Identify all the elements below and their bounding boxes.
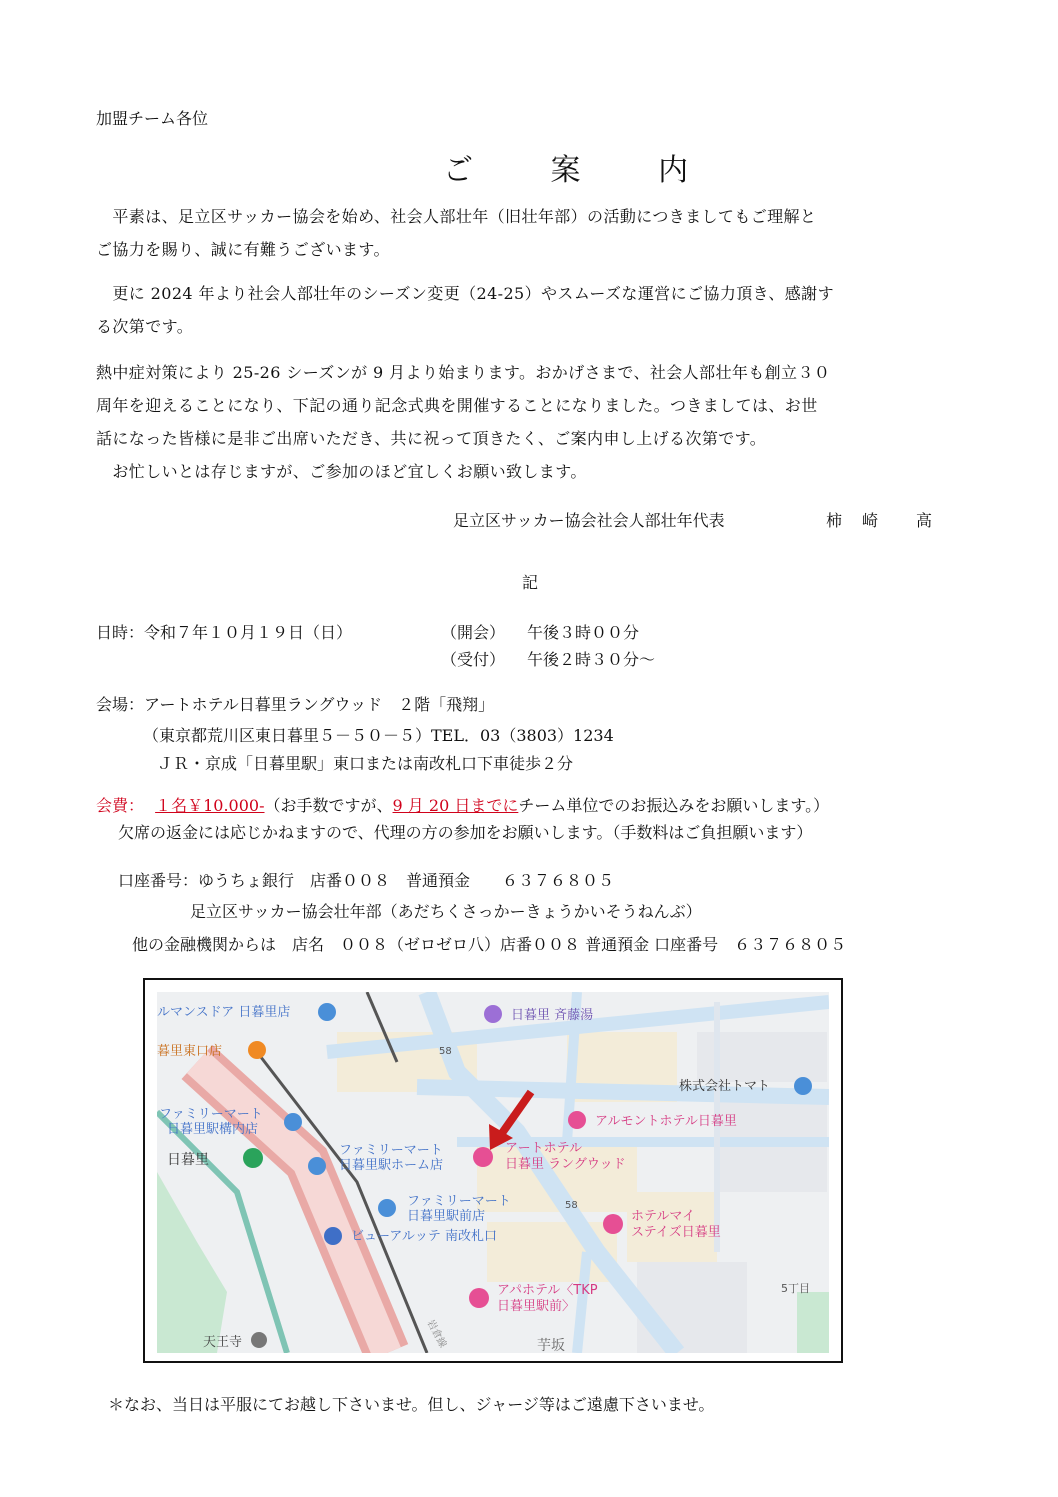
map-label-road: 岩倉線 [424, 1318, 449, 1350]
fee-note: （お手数ですが、 [264, 796, 393, 815]
account-holder: 足立区サッカー協会壮年部（あだちくさっかーきょうかいそうねんぶ） [190, 902, 702, 921]
signature-name: 柿 崎 高 [826, 511, 935, 530]
hotel-pin-icon [568, 1111, 586, 1129]
reception-label: （受付） [441, 650, 506, 669]
venue-address: （東京都荒川区東日暮里５－５０－５）TEL．03（3803）1234 [143, 726, 614, 745]
store-pin-icon [324, 1227, 342, 1245]
ki-heading: 記 [522, 573, 539, 592]
open-label: （開会） [441, 623, 506, 642]
office-pin-icon [794, 1077, 812, 1095]
fee-deadline: 9 月 20 日までに [392, 796, 519, 815]
map-label-tomato: 株式会社トマト [679, 1079, 771, 1094]
text-line: お忙しいとは存じますが、ご参加のほど宜しくお願い致します。 [96, 462, 587, 481]
hotel-pin-icon [603, 1214, 623, 1234]
hotel-pin-icon [469, 1288, 489, 1308]
map-label-hotelmy: ホテルマイ [631, 1209, 696, 1224]
fee-amount: １名￥10.000- [155, 796, 265, 815]
venue: 会場：アートホテル日暮里ラングウッド ２階「飛翔」 [96, 695, 495, 714]
map-label-famima2: 日暮里駅ホーム店 [339, 1158, 444, 1173]
map-label-saitoyu: 日暮里 斉藤湯 [511, 1008, 594, 1023]
fee-line [96, 793, 829, 816]
text-line: る次第です。 [96, 317, 194, 336]
fee-note: チーム単位でのお振込みをお願いします。） [518, 796, 830, 815]
text-line: 周年を迎えることになり、下記の通り記念式典を開催することになりました。つきましては、お世 [96, 396, 818, 415]
page-title: ご 案 内 [443, 153, 723, 188]
map-label-venue: 日暮里 ラングウッド [505, 1157, 626, 1172]
store-pin-icon [378, 1199, 396, 1217]
route-58-label: 58 [565, 1200, 578, 1211]
footer-note: ＊なお、当日は平服にてお越し下さいませ。但し、ジャージ等はご遠慮下さいませ。 [108, 1395, 715, 1414]
temple-icon [251, 1332, 267, 1348]
restaurant-pin-icon [248, 1041, 266, 1059]
venue-map [143, 978, 843, 1363]
addressee: 加盟チーム各位 [96, 109, 209, 128]
text-line: 更に 2024 年より社会人部壮年のシーズン変更（24-25）やスムーズな運営にご協力頂き、感謝す [96, 284, 834, 303]
map-label-almont: アルモントホテル日暮里 [595, 1114, 737, 1129]
map-label-station: 日暮里 [167, 1152, 209, 1168]
map-label-apa: アパホテル〈TKP [497, 1283, 598, 1298]
map-label-tennoji: 天王寺 [203, 1335, 243, 1350]
thanks-paragraph [96, 277, 962, 343]
text-line: 平素は、足立区サッカー協会を始め、社会人部壮年（旧壮年部）の活動につきましてもご理解と [96, 207, 817, 226]
reception-time: 午後２時３０分～ [527, 650, 656, 669]
city-block [637, 1262, 747, 1353]
map-label-saka: 芋坂 [537, 1338, 565, 1353]
park-area [797, 1292, 829, 1353]
store-pin-icon [308, 1157, 326, 1175]
other-banks: 他の金融機関からは 店名 ００８（ゼロゼロ八）店番００８ 普通預金 口座番号 ６３７６８０５ [132, 935, 847, 954]
signature-org: 足立区サッカー協会社会人部壮年代表 [453, 511, 725, 530]
store-pin-icon [318, 1003, 336, 1021]
bathhouse-pin-icon [484, 1005, 502, 1023]
map-label-famima2: ファミリーマート [339, 1143, 443, 1158]
station-icon [243, 1148, 263, 1168]
map-label-apa: 日暮里駅前〉 [497, 1299, 576, 1314]
event-datetime: 日時：令和７年１０月１９日（日） [96, 623, 353, 642]
store-pin-icon [284, 1113, 302, 1131]
map-label-famima1: ファミリーマート [159, 1107, 263, 1122]
refund-note: 欠席の返金には応じかねますので、代理の方の参加をお願いします。（手数料はご負担願います） [118, 823, 813, 842]
venue-access: ＪＲ・京成「日暮里駅」東口または南改札口下車徒歩２分 [157, 754, 574, 773]
map-label-famima3: 日暮里駅前店 [407, 1209, 486, 1224]
map-label-higashiguchi: 暮里東口店 [157, 1044, 223, 1059]
text-line: ご協力を賜り、誠に有難うございます。 [96, 240, 390, 259]
account-number: 口座番号：ゆうちょ銀行 店番００８ 普通預金 ６３７６８０５ [118, 871, 615, 890]
map-svg [157, 992, 829, 1353]
fee-label: 会費： [96, 796, 145, 815]
announcement-paragraph [96, 356, 962, 488]
open-time: 午後３時００分 [527, 623, 640, 642]
text-line: 話になった皆様に是非ご出席いただき、共に祝って頂きたく、ご案内申し上げる次第です。 [96, 429, 767, 448]
greeting-paragraph [96, 200, 962, 266]
map-label-chome: 5丁目 [781, 1282, 810, 1295]
map-label-newdays: ビューアルッテ 南改札口 [351, 1229, 497, 1244]
map-label-venue: アートホテル [505, 1141, 582, 1156]
map-label-famima3: ファミリーマート [407, 1194, 511, 1209]
route-58-label: 58 [439, 1046, 452, 1057]
text-line: 熱中症対策により 25-26 シーズンが 9 月より始まります。おかげさまで、社会人部壮年も創立３０ [96, 363, 831, 382]
map-label-famima1: 日暮里駅構内店 [167, 1122, 259, 1137]
map-label-lawson: ルマンスドア 日暮里店 [157, 1005, 291, 1020]
map-label-hotelmy: ステイズ日暮里 [631, 1225, 721, 1240]
